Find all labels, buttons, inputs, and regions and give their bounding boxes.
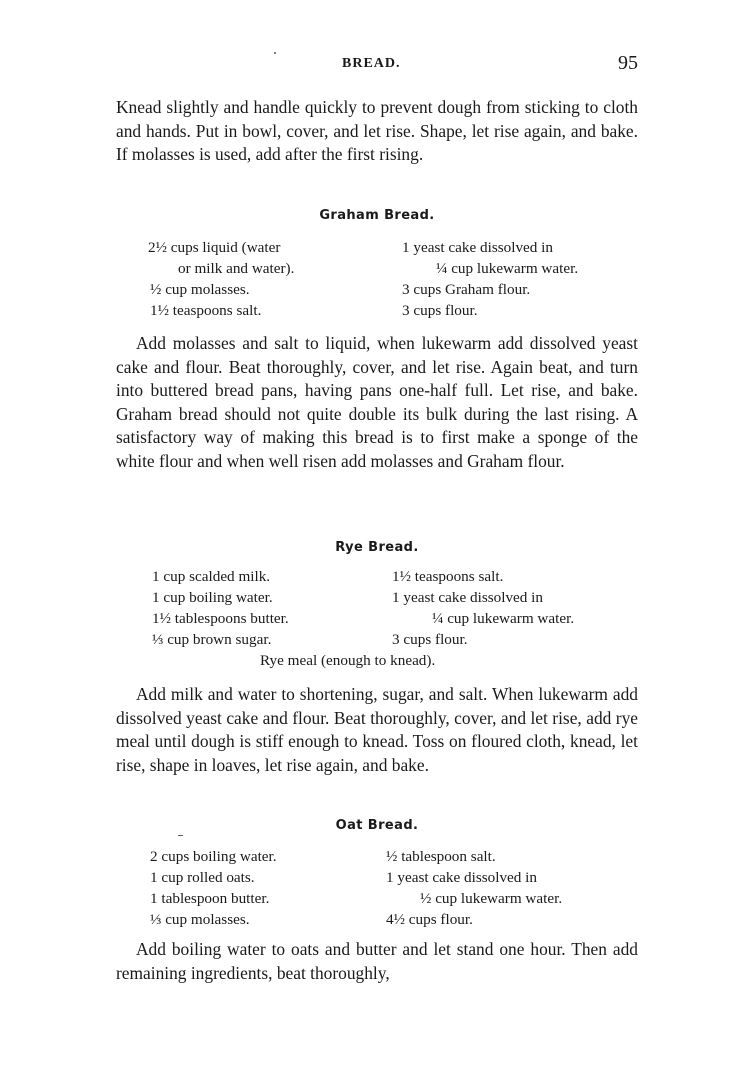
ingredient-line: 1½ teaspoons salt. <box>150 302 262 319</box>
ingredient-line: ¼ cup lukewarm water. <box>436 260 579 277</box>
ingredient-line: ½ cup lukewarm water. <box>420 890 563 907</box>
ingredient-line: 4½ cups flour. <box>386 911 473 928</box>
ingredient-line: 1½ teaspoons salt. <box>392 568 504 585</box>
ingredient-line: 1 cup rolled oats. <box>150 869 255 886</box>
ingredient-line: 1½ tablespoons butter. <box>152 610 289 627</box>
ingredient-line: 2½ cups liquid (water <box>148 239 281 256</box>
ingredient-line: ⅓ cup molasses. <box>150 911 250 928</box>
ingredient-line: 1 yeast cake dissolved in <box>386 869 537 886</box>
ingredient-line: 3 cups Graham flour. <box>402 281 531 298</box>
ingredient-line: 2 cups boiling water. <box>150 848 277 865</box>
recipe-method-graham: Add molasses and salt to liquid, when lukewarm add dissolved yeast cake and flour. Beat thoroughly, cover, and let rise. Again beat, and turn into buttered bread pans, having pans one-half full. Let rise, and bake. Graham bread should not quite double its bulk during the last rising. A satisfactory way of making this bread is to first make a sponge of the white flour and when well risen add molasses and Graham flour. <box>116 333 638 471</box>
recipe-method-oat: Add boiling water to oats and butter and let stand one hour. Then add remaining ingredients, beat thoroughly, <box>116 939 638 983</box>
print-speck <box>178 835 183 836</box>
running-head <box>116 54 638 76</box>
recipe-title-graham: Graham Bread. <box>319 208 435 223</box>
ingredient-line: ¼ cup lukewarm water. <box>432 610 575 627</box>
ingredient-line: 3 cups flour. <box>402 302 478 319</box>
ingredient-line: 3 cups flour. <box>392 631 468 648</box>
ingredient-line: ½ cup molasses. <box>150 281 250 298</box>
ingredient-line: 1 yeast cake dissolved in <box>392 589 543 606</box>
ingredient-line: 1 yeast cake dissolved in <box>402 239 553 256</box>
page-number: 95 <box>618 52 638 74</box>
ingredient-line: or milk and water). <box>178 260 295 277</box>
ingredient-line: 1 tablespoon butter. <box>150 890 270 907</box>
ingredient-line: ½ tablespoon salt. <box>386 848 496 865</box>
recipe-title-rye: Rye Bread. <box>335 540 419 555</box>
running-title: BREAD. <box>342 56 401 71</box>
ingredient-line: ⅓ cup brown sugar. <box>152 631 272 648</box>
recipe-method-rye: Add milk and water to shortening, sugar, and salt. When lukewarm add dissolved yeast cake and flour. Beat thoroughly, cover, and let rise, add rye meal until dough is stiff enough to knead. Toss on floured cloth, knead, let rise, shape in loaves, let rise again, and bake. <box>116 684 638 775</box>
ingredient-line: 1 cup scalded milk. <box>152 568 271 585</box>
recipe-title-oat: Oat Bread. <box>335 818 419 833</box>
ingredient-line: Rye meal (enough to knead). <box>260 652 436 669</box>
ingredient-line: 1 cup boiling water. <box>152 589 273 606</box>
intro-paragraph: Knead slightly and handle quickly to prevent dough from sticking to cloth and hands. Put in bowl, cover, and let rise. Shape, let rise again, and bake. If molasses is used, add after the first rising. <box>116 97 638 164</box>
